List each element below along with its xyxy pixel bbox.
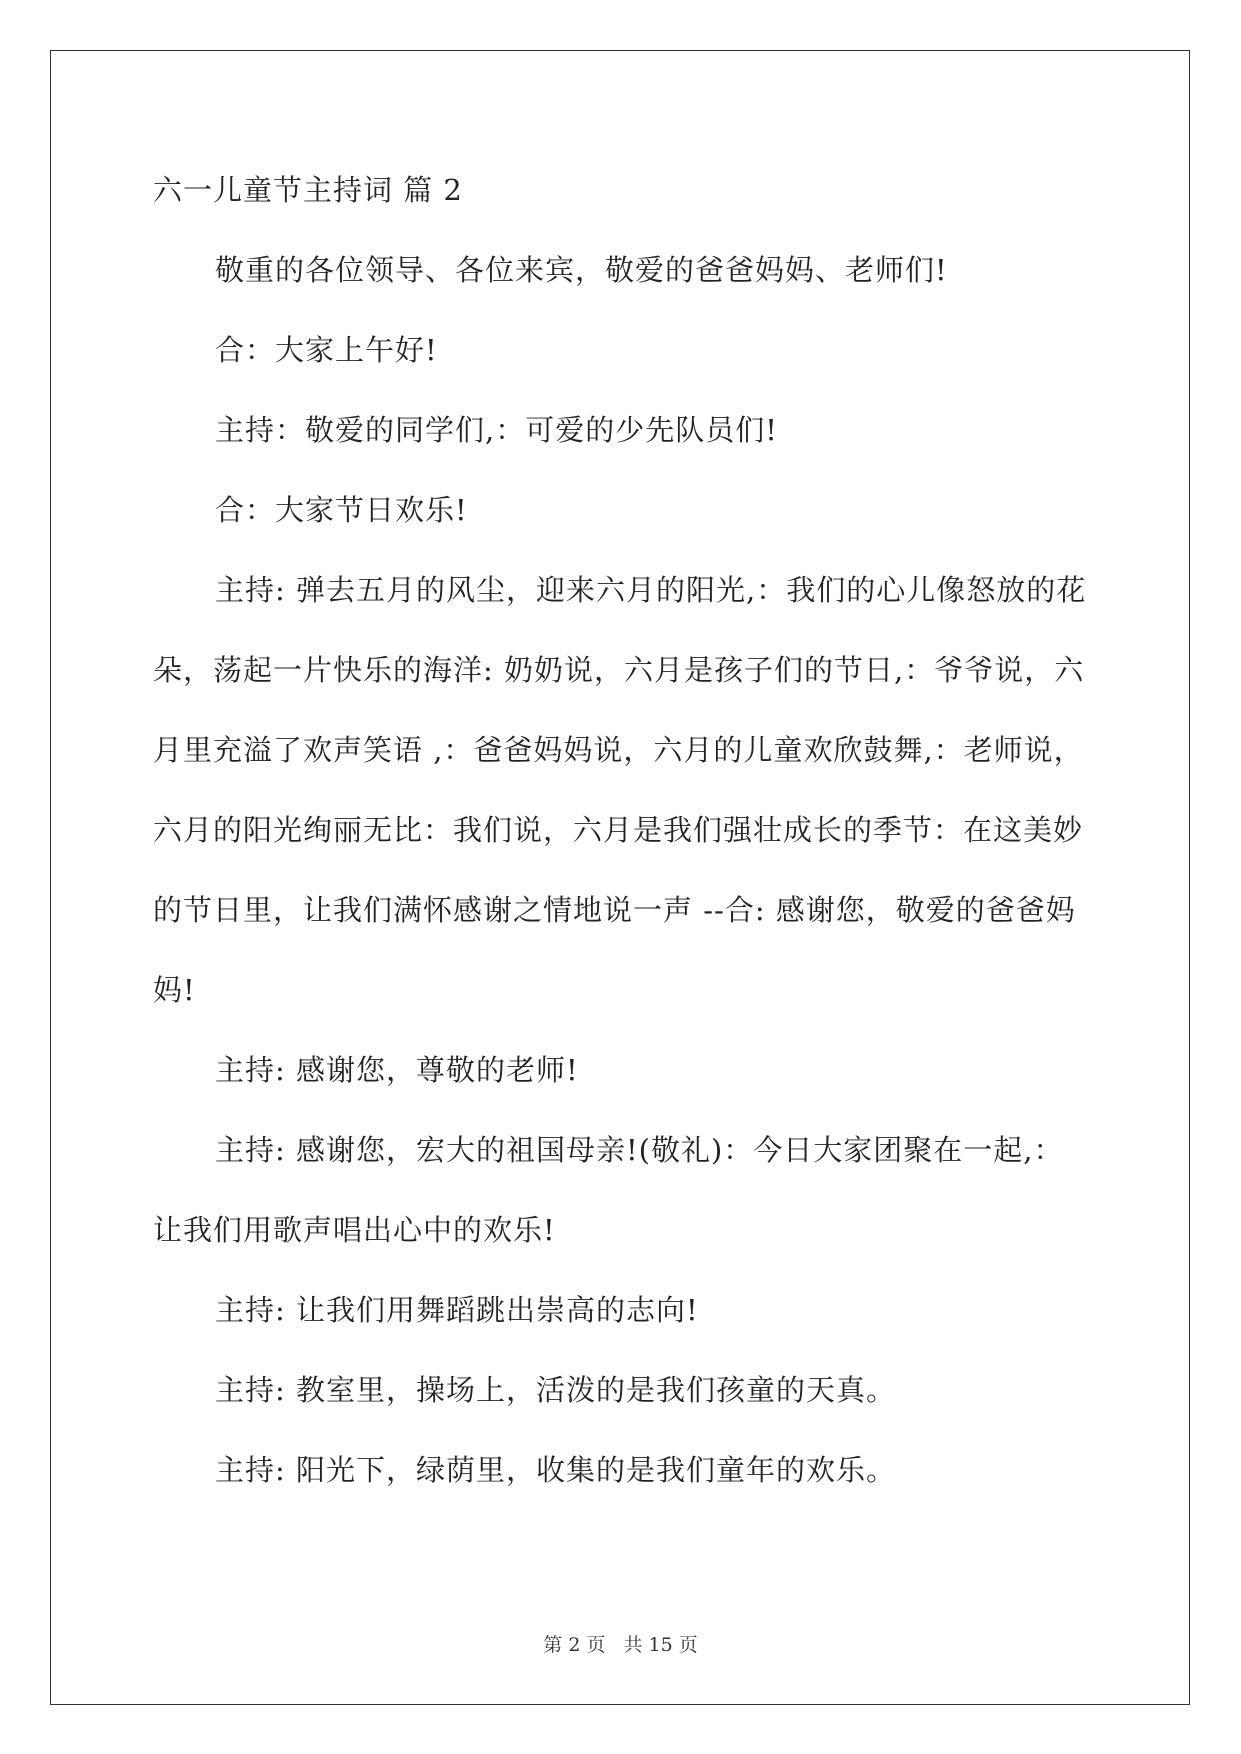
page-number: 第 2 页 — [543, 1634, 606, 1656]
paragraph: 主持: 让我们用舞蹈跳出崇高的志向! — [215, 1293, 699, 1327]
paragraph: 合：大家节日欢乐! — [215, 493, 468, 527]
paragraph: 主持: 教室里，操场上，活泼的是我们孩童的天真。 — [215, 1373, 896, 1407]
document-body — [153, 170, 1093, 1530]
paragraph: 主持: 感谢您，宏大的祖国母亲!(敬礼)：今日大家团聚在一起,：让我们用歌声唱出心中的欢乐! — [153, 1133, 1064, 1247]
paragraph: 主持: 弹去五月的风尘，迎来六月的阳光,：我们的心儿像怒放的花朵，荡起一片快乐的海洋: 奶奶说，六月是孩子们的节日,：爷爷说，六月里充溢了欢声笑语 ,：爸爸妈妈说，六月的儿童欢欣鼓舞,：老师说，六月的阳光绚丽无比：我们说，六月是我们强壮成长的季节：在这美妙的节日里，让我们满怀感谢之情地说一声 --合: 感谢您，敬爱的爸爸妈妈! — [153, 573, 1087, 1007]
document-heading: 六一儿童节主持词 篇 2 — [153, 173, 463, 207]
page-total: 共 15 页 — [623, 1634, 698, 1656]
page-footer — [0, 1633, 1241, 1657]
paragraph: 主持：敬爱的同学们,：可爱的少先队员们! — [215, 413, 778, 447]
paragraph: 敬重的各位领导、各位来宾，敬爱的爸爸妈妈、老师们! — [215, 253, 948, 287]
paragraph: 主持: 阳光下，绿荫里，收集的是我们童年的欢乐。 — [215, 1453, 896, 1487]
paragraph: 合：大家上午好! — [215, 333, 438, 367]
paragraph: 主持: 感谢您，尊敬的老师! — [215, 1053, 579, 1087]
